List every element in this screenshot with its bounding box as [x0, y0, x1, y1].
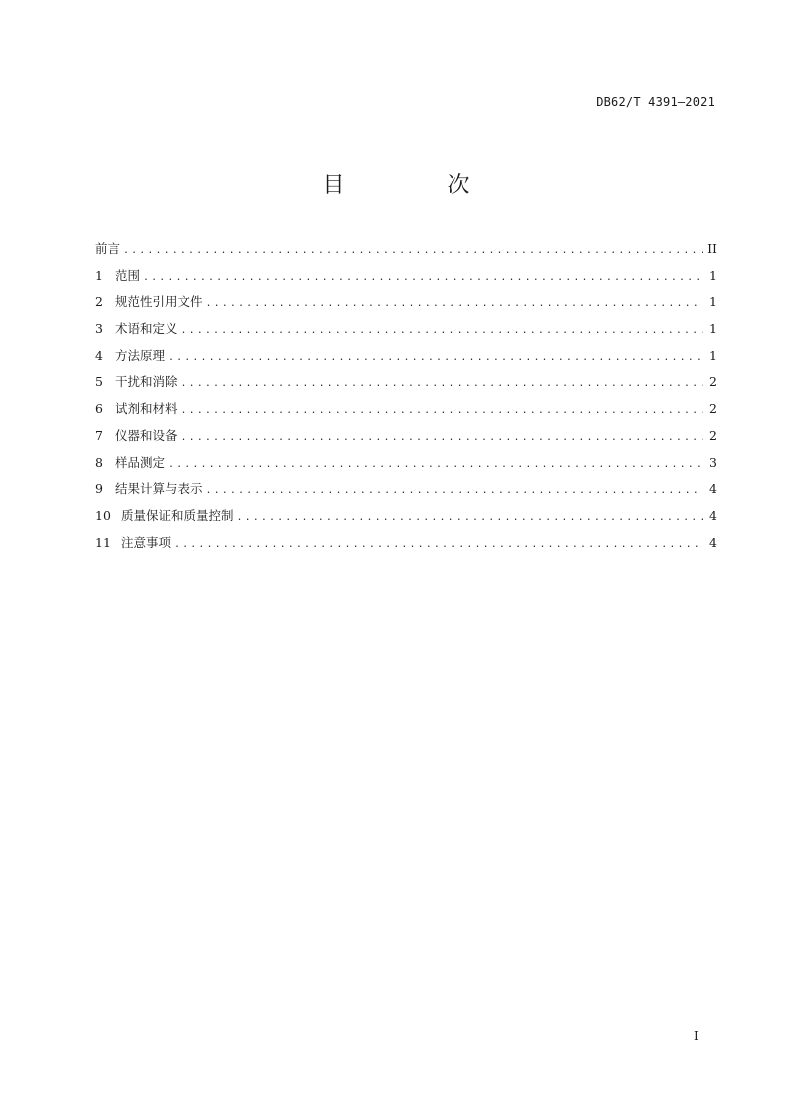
toc-entry-page: 4	[709, 507, 717, 523]
toc-entry-number: 11	[95, 534, 111, 550]
toc-entry-11[interactable]	[95, 530, 717, 557]
toc-dot-leader	[181, 398, 703, 425]
toc-dot-leader	[181, 318, 703, 345]
toc-dot-leader	[174, 532, 703, 559]
toc-entry-label: 试剂和材料	[115, 401, 178, 417]
toc-entry-3[interactable]	[95, 316, 717, 343]
toc-dot-leader	[181, 425, 703, 452]
toc-dot-leader	[206, 478, 703, 505]
page-title: 目 次	[322, 173, 518, 198]
toc-entry-label: 规范性引用文件	[115, 294, 203, 310]
toc-entry-10[interactable]	[95, 503, 717, 530]
toc-entry-label: 术语和定义	[115, 321, 178, 337]
toc-entry-number: 7	[95, 427, 103, 443]
page-number: I	[694, 1029, 699, 1043]
toc-entry-number: 8	[95, 454, 103, 470]
toc-entry-page: 4	[709, 534, 717, 550]
toc-entry-number: 9	[95, 481, 103, 497]
toc-entry-5[interactable]	[95, 369, 717, 396]
toc-entry-label: 质量保证和质量控制	[121, 507, 234, 523]
toc-entry-number: 1	[95, 267, 103, 283]
toc-entry-label: 干扰和消除	[115, 374, 178, 390]
toc-entry-label: 注意事项	[121, 534, 172, 550]
toc-entry-page: 3	[709, 454, 717, 470]
toc-dot-leader	[168, 452, 703, 479]
toc-dot-leader	[123, 238, 703, 265]
toc-dot-leader	[237, 505, 703, 532]
toc-entry-label: 仪器和设备	[115, 427, 178, 443]
toc-entry-label: 范围	[115, 267, 141, 283]
toc-entry-foreword[interactable]	[95, 236, 717, 263]
table-of-contents	[95, 236, 717, 556]
toc-entry-page: 1	[709, 347, 717, 363]
toc-dot-leader	[181, 371, 703, 398]
toc-entry-page: 1	[709, 321, 717, 337]
toc-entry-7[interactable]	[95, 423, 717, 450]
toc-entry-label: 样品测定	[115, 454, 166, 470]
toc-entry-page: 4	[709, 481, 717, 497]
toc-entry-number: 3	[95, 321, 103, 337]
toc-entry-8[interactable]	[95, 450, 717, 477]
toc-entry-page: 2	[709, 374, 717, 390]
toc-entry-1[interactable]	[95, 263, 717, 290]
toc-entry-page: 2	[709, 427, 717, 443]
toc-entry-number: 4	[95, 347, 103, 363]
toc-entry-label: 结果计算与表示	[115, 481, 203, 497]
toc-entry-number: 10	[95, 507, 111, 523]
toc-dot-leader	[143, 265, 703, 292]
toc-entry-number: 2	[95, 294, 103, 310]
toc-entry-number: 6	[95, 401, 103, 417]
toc-entry-6[interactable]	[95, 396, 717, 423]
toc-dot-leader	[168, 345, 703, 372]
toc-entry-2[interactable]	[95, 289, 717, 316]
toc-entry-page: II	[707, 241, 717, 256]
toc-entry-label: 方法原理	[115, 347, 166, 363]
toc-entry-page: 1	[709, 267, 717, 283]
toc-entry-page: 2	[709, 401, 717, 417]
toc-entry-label: 前言	[95, 241, 121, 256]
document-code: DB62/T 4391—2021	[596, 95, 715, 109]
toc-entry-page: 1	[709, 294, 717, 310]
toc-entry-9[interactable]	[95, 476, 717, 503]
toc-entry-4[interactable]	[95, 343, 717, 370]
toc-entry-number: 5	[95, 374, 103, 390]
toc-dot-leader	[206, 291, 703, 318]
